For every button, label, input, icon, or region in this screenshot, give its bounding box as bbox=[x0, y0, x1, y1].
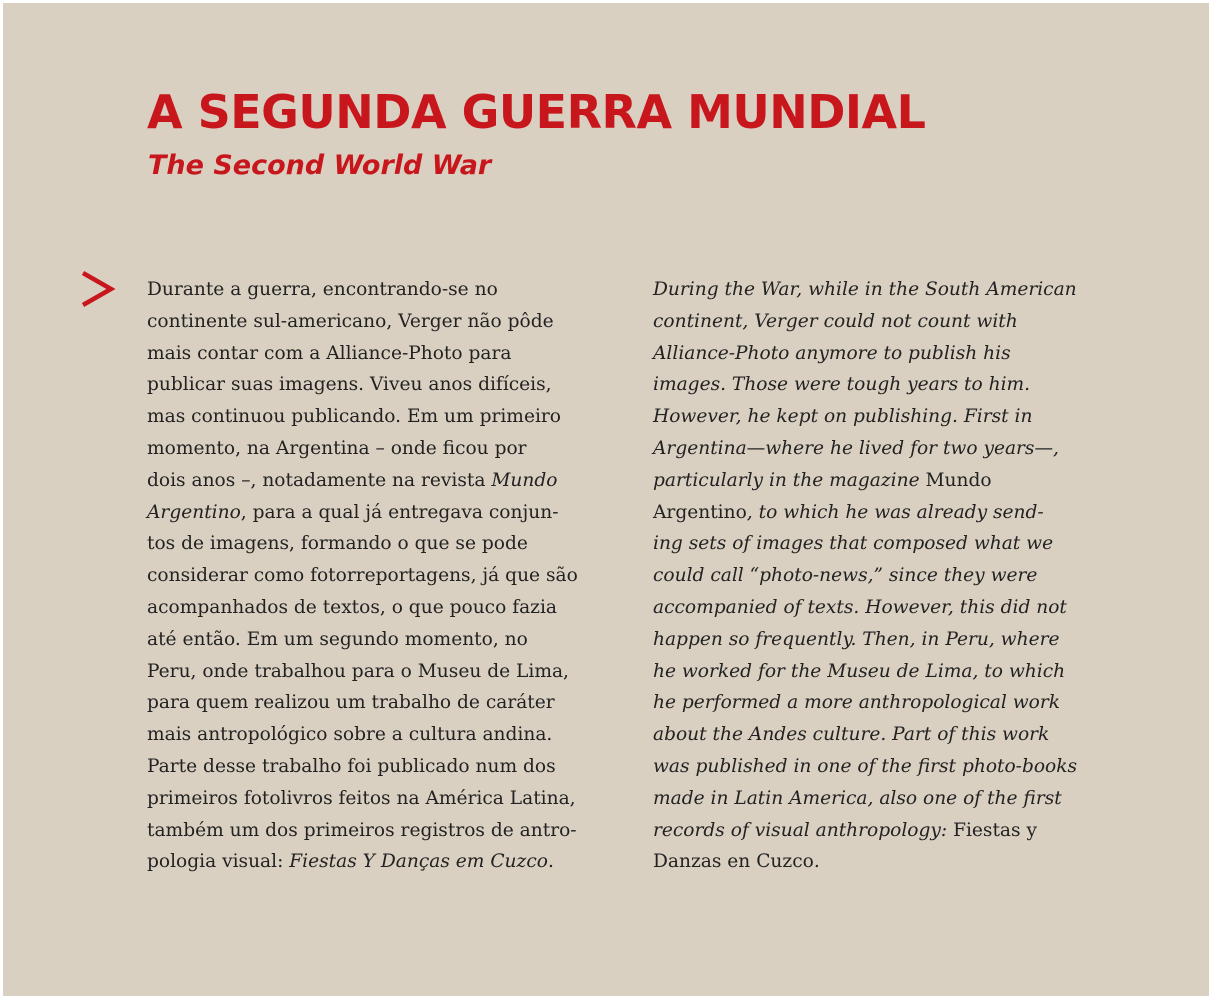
text-line: mais antropológico sobre a cultura andina. bbox=[147, 724, 553, 746]
chevron-right-icon bbox=[80, 269, 116, 309]
text-line: Durante a guerra, encontrando-se no bbox=[147, 279, 498, 300]
text-run: , para a qual já entregava conjun- bbox=[240, 501, 559, 523]
text-run: , to which he was already send- bbox=[746, 501, 1044, 523]
text-line: Parte desse trabalho foi publicado num dos bbox=[147, 755, 556, 777]
text-line: However, he kept on publishing. First in bbox=[653, 406, 1033, 428]
text-line: he worked for the Museu de Lima, to which bbox=[653, 660, 1066, 682]
page-subtitle: The Second World War bbox=[148, 150, 492, 181]
magazine-title: Mundo bbox=[925, 469, 992, 491]
english-text-column bbox=[653, 274, 1103, 878]
text-line: continent, Verger could not count with bbox=[653, 310, 1018, 332]
book-title: Fiestas y bbox=[953, 819, 1037, 841]
text-run: . bbox=[813, 851, 820, 873]
text-run: records of visual anthropology: bbox=[653, 819, 954, 841]
page-panel bbox=[3, 3, 1209, 996]
text-line: ing sets of images that composed what we bbox=[653, 533, 1054, 555]
magazine-title: Argentino bbox=[653, 501, 747, 523]
text-line: was published in one of the first photo-books bbox=[653, 755, 1078, 777]
text-run: . bbox=[547, 851, 554, 873]
text-line: momento, na Argentina – onde ficou por bbox=[147, 437, 527, 459]
text-line bbox=[147, 465, 597, 497]
text-line bbox=[653, 815, 1103, 847]
portuguese-text-column bbox=[147, 274, 597, 878]
text-line: Argentina—where he lived for two years—, bbox=[653, 437, 1059, 459]
text-run: pologia visual: bbox=[147, 851, 290, 873]
text-line: he performed a more anthropological work bbox=[653, 692, 1061, 714]
text-line bbox=[147, 846, 597, 878]
text-line bbox=[653, 497, 1103, 529]
text-line: mas continuou publicando. Em um primeiro bbox=[147, 406, 561, 428]
magazine-title: Mundo bbox=[491, 469, 558, 491]
text-run: particularly in the magazine bbox=[653, 469, 926, 491]
book-title: Danzas en Cuzco bbox=[653, 851, 814, 873]
text-line: mais contar com a Alliance-Photo para bbox=[147, 342, 512, 364]
text-line bbox=[653, 846, 1103, 878]
text-line: continente sul-americano, Verger não pôde bbox=[147, 310, 554, 332]
text-line: acompanhados de textos, o que pouco fazia bbox=[147, 596, 557, 618]
text-line bbox=[653, 465, 1103, 497]
text-line: também um dos primeiros registros de antro- bbox=[147, 819, 577, 841]
text-line: Alliance-Photo anymore to publish his bbox=[653, 342, 1011, 364]
page-title: A SEGUNDA GUERRA MUNDIAL bbox=[147, 85, 926, 139]
text-line: accompanied of texts. However, this did not bbox=[653, 596, 1067, 618]
text-run: dois anos –, notadamente na revista bbox=[147, 469, 492, 491]
text-line: happen so frequently. Then, in Peru, where bbox=[653, 628, 1060, 650]
text-line: about the Andes culture. Part of this work bbox=[653, 724, 1050, 746]
text-line bbox=[147, 497, 597, 529]
text-line: considerar como fotorreportagens, já que são bbox=[147, 565, 578, 587]
text-line: made in Latin America, also one of the first bbox=[653, 787, 1062, 809]
book-title: Fiestas Y Danças em Cuzco bbox=[289, 851, 548, 873]
text-line: até então. Em um segundo momento, no bbox=[147, 628, 528, 650]
text-line: During the War, while in the South American bbox=[653, 279, 1077, 300]
text-line: tos de imagens, formando o que se pode bbox=[147, 533, 528, 555]
text-line: could call “photo-news,” since they were bbox=[653, 565, 1038, 587]
text-line: primeiros fotolivros feitos na América Latina, bbox=[147, 787, 576, 809]
text-line: publicar suas imagens. Viveu anos difíceis, bbox=[147, 374, 552, 396]
magazine-title: Argentino bbox=[147, 501, 241, 523]
text-line: images. Those were tough years to him. bbox=[653, 374, 1031, 396]
text-line: Peru, onde trabalhou para o Museu de Lima, bbox=[147, 660, 569, 682]
text-line: para quem realizou um trabalho de caráter bbox=[147, 692, 555, 714]
